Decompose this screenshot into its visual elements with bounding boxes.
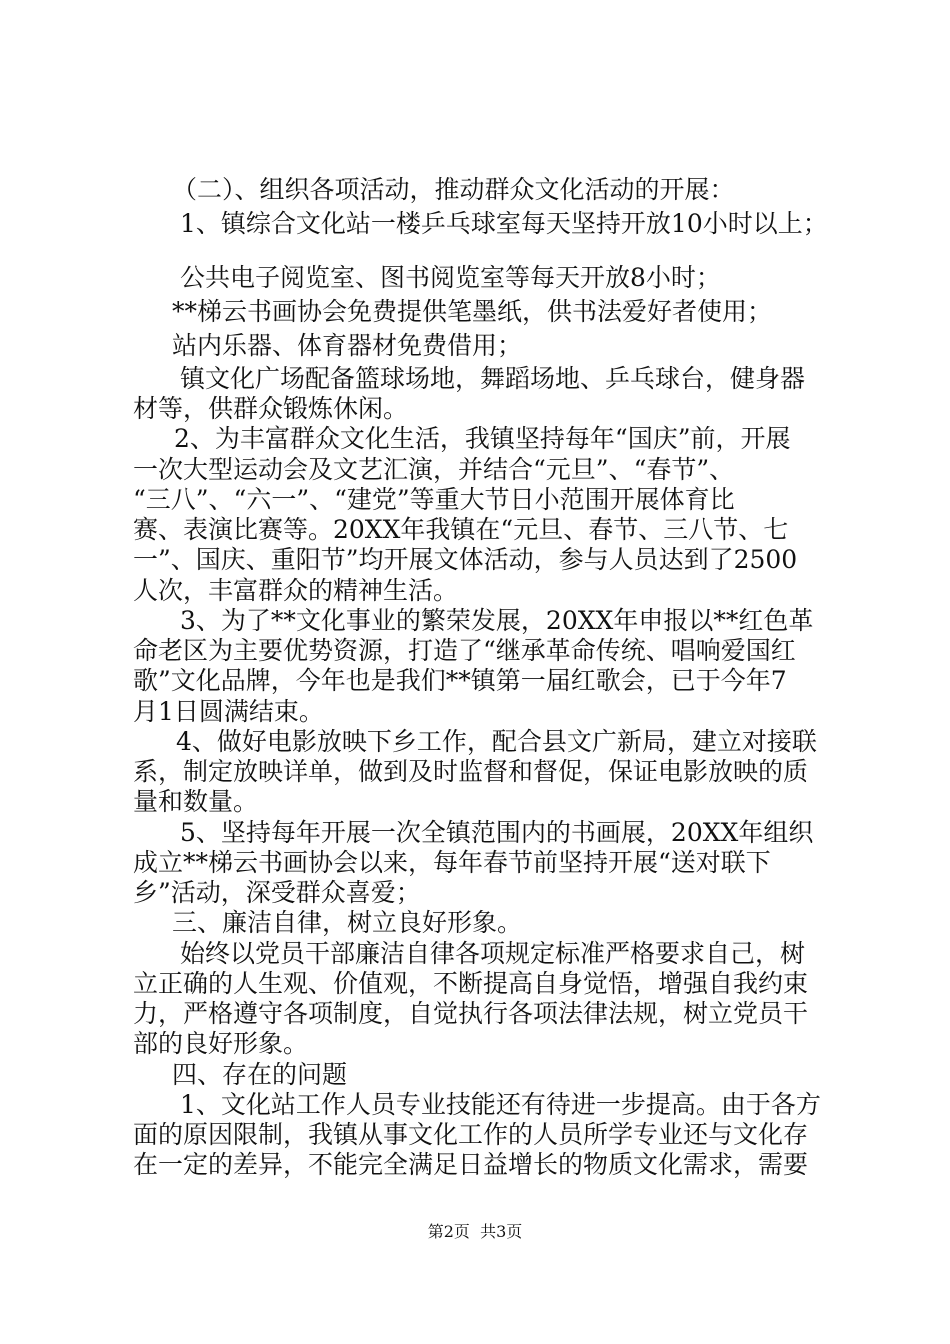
paragraph-line: 公共电子阅览室、图书阅览室等每天开放8小时； [180,263,721,292]
paragraph-line: 镇文化广场配备篮球场地，舞蹈场地、乒乓球台，健身器 [180,364,806,393]
section-heading: 三、廉洁自律，树立良好形象。 [172,908,523,937]
paragraph-line: 4、做好电影放映下乡工作，配合县文广新局，建立对接联 [176,727,817,756]
paragraph-line: 赛、表演比赛等。20XX年我镇在“元旦、春节、三八节、七 [133,515,789,544]
paragraph-line: 一次大型运动会及文艺汇演，并结合“元旦”、“春节”、 [133,455,735,484]
paragraph-line: 5、坚持每年开展一次全镇范围内的书画展，20XX年组织 [180,818,814,847]
paragraph-line: 材等，供群众锻炼休闲。 [133,394,409,423]
paragraph-line: 命老区为主要优势资源，打造了“继承革命传统、唱响爱国红 [133,636,796,665]
paragraph-line: 量和数量。 [133,787,259,816]
paragraph-line: 成立**梯云书画协会以来，每年春节前坚持开展“送对联下 [133,848,771,877]
paragraph-line: 面的原因限制，我镇从事文化工作的人员所学专业还与文化存 [133,1120,809,1149]
paragraph-line: 系，制定放映详单，做到及时监督和督促，保证电影放映的质 [133,757,809,786]
section-heading: 四、存在的问题 [172,1060,348,1089]
paragraph-line: **梯云书画协会免费提供笔墨纸，供书法爱好者使用； [172,297,773,326]
paragraph-line: 2、为丰富群众文化生活，我镇坚持每年“国庆”前，开展 [174,424,791,453]
page-number-footer: 第2页 共3页 [427,1222,523,1241]
paragraph-line: 一”、国庆、重阳节”均开展文体活动，参与人员达到了2500 [133,545,798,574]
paragraph-line: 月1日圆满结束。 [133,697,324,726]
paragraph-line: 部的良好形象。 [133,1029,309,1058]
paragraph-line: 力，严格遵守各项制度，自觉执行各项法律法规，树立党员干 [133,999,809,1028]
paragraph-line: “三八”、“六一”、“建党”等重大节日小范围开展体育比 [133,485,735,514]
paragraph-line: 立正确的人生观、价值观，不断提高自身觉悟，增强自我约束 [133,969,809,998]
paragraph-line: 在一定的差异，不能完全满足日益增长的物质文化需求，需要 [133,1150,809,1179]
section-heading: （二）、组织各项活动，推动群众文化活动的开展： [172,175,735,204]
paragraph-line: 3、为了**文化事业的繁荣发展，20XX年申报以**红色革 [180,606,814,635]
paragraph-line: 乡”活动，深受群众喜爱； [133,878,421,907]
paragraph-line: 歌”文化品牌，今年也是我们**镇第一届红歌会，已于今年7 [133,666,787,695]
paragraph-line: 始终以党员干部廉洁自律各项规定标准严格要求自己，树 [180,939,806,968]
paragraph-line: 人次，丰富群众的精神生活。 [133,576,459,605]
paragraph-line: 1、文化站工作人员专业技能还有待进一步提高。由于各方 [180,1090,821,1119]
paragraph-line: 站内乐器、体育器材免费借用； [172,331,523,360]
paragraph-line: 1、镇综合文化站一楼乒乓球室每天坚持开放10小时以上； [180,209,828,238]
